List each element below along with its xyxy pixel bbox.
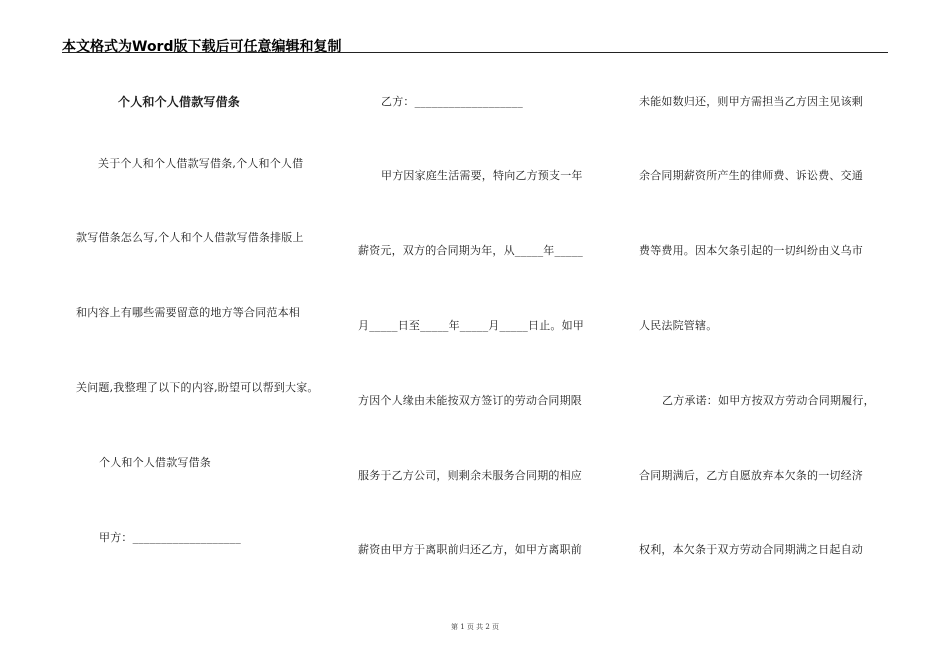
paragraph-line: 和内容上有哪些需要留意的地方等合同范本相 [76,306,300,319]
page-number: 第 1 页 共 2 页 [450,623,500,631]
paragraph-line: 合同期满后，乙方自愿放弃本欠条的一切经济 [639,469,863,482]
paragraph-line: 未能如数归还，则甲方需担当乙方因主见该剩 [639,95,863,108]
paragraph-line: 薪资由甲方于离职前归还乙方，如甲方离职前 [358,543,582,556]
paragraph-line: 关问题,我整理了以下的内容,盼望可以帮到大家。 [76,381,319,394]
paragraph-line: 服务于乙方公司，则剩余未服务合同期的相应 [358,469,582,482]
party-b-line: 乙方：___________________ [381,95,523,108]
paragraph-line: 甲方因家庭生活需要，特向乙方预支一年 [381,169,583,182]
paragraph-line: 关于个人和个人借款写借条,个人和个人借 [98,157,304,170]
section-heading: 个人和个人借款写借条 [99,456,211,469]
paragraph-line: 乙方承诺：如甲方按双方劳动合同期履行， [662,394,875,407]
paragraph-line: 人民法院管辖。 [639,319,718,332]
paragraph-line: 款写借条怎么写,个人和个人借款写借条排版上 [76,231,304,244]
paragraph-line: 月_____日至_____年_____月_____日止。如甲 [358,319,584,332]
party-a-line: 甲方：___________________ [99,531,241,544]
paragraph-line: 薪资元，双方的合同期为年，从_____年_____ [358,244,583,257]
document-title: 个人和个人借款写借条 [118,95,241,109]
paragraph-line: 费等费用。因本欠条引起的一切纠纷由义乌市 [639,244,863,257]
header-divider [62,52,888,53]
paragraph-line: 权利，本欠条于双方劳动合同期满之日起自动 [639,543,863,556]
paragraph-line: 余合同期薪资所产生的律师费、诉讼费、交通 [639,169,863,182]
paragraph-line: 方因个人缘由未能按双方签订的劳动合同期限 [358,394,582,407]
document-header: 本文格式为Word版下载后可任意编辑和复制 [62,39,342,55]
